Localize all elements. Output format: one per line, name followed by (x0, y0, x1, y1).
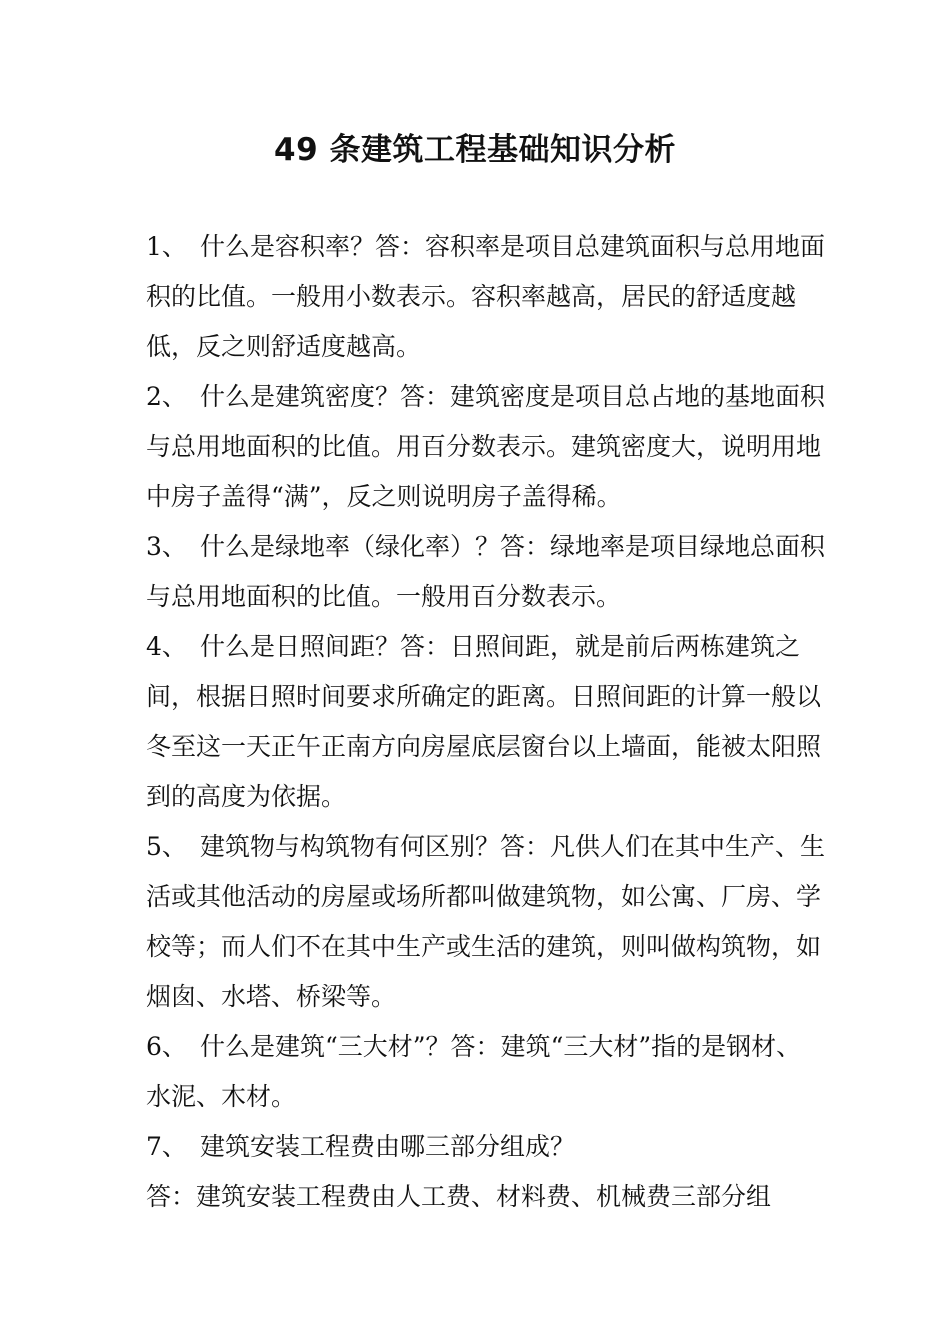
item-text: 什么是建筑“三大材”？答：建筑“三大材”指的是钢材、水泥、木材。 (146, 1032, 802, 1111)
item-number: 1、 (146, 232, 187, 261)
item-text: 什么是容积率？答：容积率是项目总建筑面积与总用地面积的比值。一般用小数表示。容积率越高，居民的舒适度越低，反之则舒适度越高。 (146, 232, 826, 361)
question-item-7 (146, 1122, 826, 1172)
question-item-6 (146, 1022, 826, 1122)
answer-7 (146, 1172, 826, 1222)
document-body (146, 222, 826, 1222)
item-text: 什么是建筑密度？答：建筑密度是项目总占地的基地面积与总用地面积的比值。用百分数表示。建筑密度大，说明用地中房子盖得“满”，反之则说明房子盖得稀。 (146, 382, 826, 511)
item-number: 6、 (146, 1032, 187, 1061)
question-item-5 (146, 822, 826, 1022)
answer-text: 答：建筑安装工程费由人工费、材料费、机械费三部分组 (146, 1182, 772, 1211)
item-text: 建筑物与构筑物有何区别？答：凡供人们在其中生产、生活或其他活动的房屋或场所都叫做建筑物，如公寓、厂房、学校等；而人们不在其中生产或生活的建筑，则叫做构筑物，如烟囱、水塔、桥梁等。 (146, 832, 826, 1011)
item-number: 3、 (146, 532, 187, 561)
question-item-1 (146, 222, 826, 372)
item-text: 什么是日照间距？答：日照间距，就是前后两栋建筑之间，根据日照时间要求所确定的距离。日照间距的计算一般以冬至这一天正午正南方向房屋底层窗台以上墙面，能被太阳照到的高度为依据。 (146, 632, 822, 811)
question-item-4 (146, 622, 826, 822)
item-number: 7、 (146, 1132, 187, 1161)
question-item-2 (146, 372, 826, 522)
item-text: 什么是绿地率（绿化率）？答：绿地率是项目绿地总面积与总用地面积的比值。一般用百分数表示。 (146, 532, 826, 611)
document-title: 49 条建筑工程基础知识分析 (274, 132, 676, 168)
item-number: 4、 (146, 632, 187, 661)
item-number: 2、 (146, 382, 187, 411)
question-item-3 (146, 522, 826, 622)
item-text: 建筑安装工程费由哪三部分组成？ (200, 1132, 576, 1161)
item-number: 5、 (146, 832, 187, 861)
